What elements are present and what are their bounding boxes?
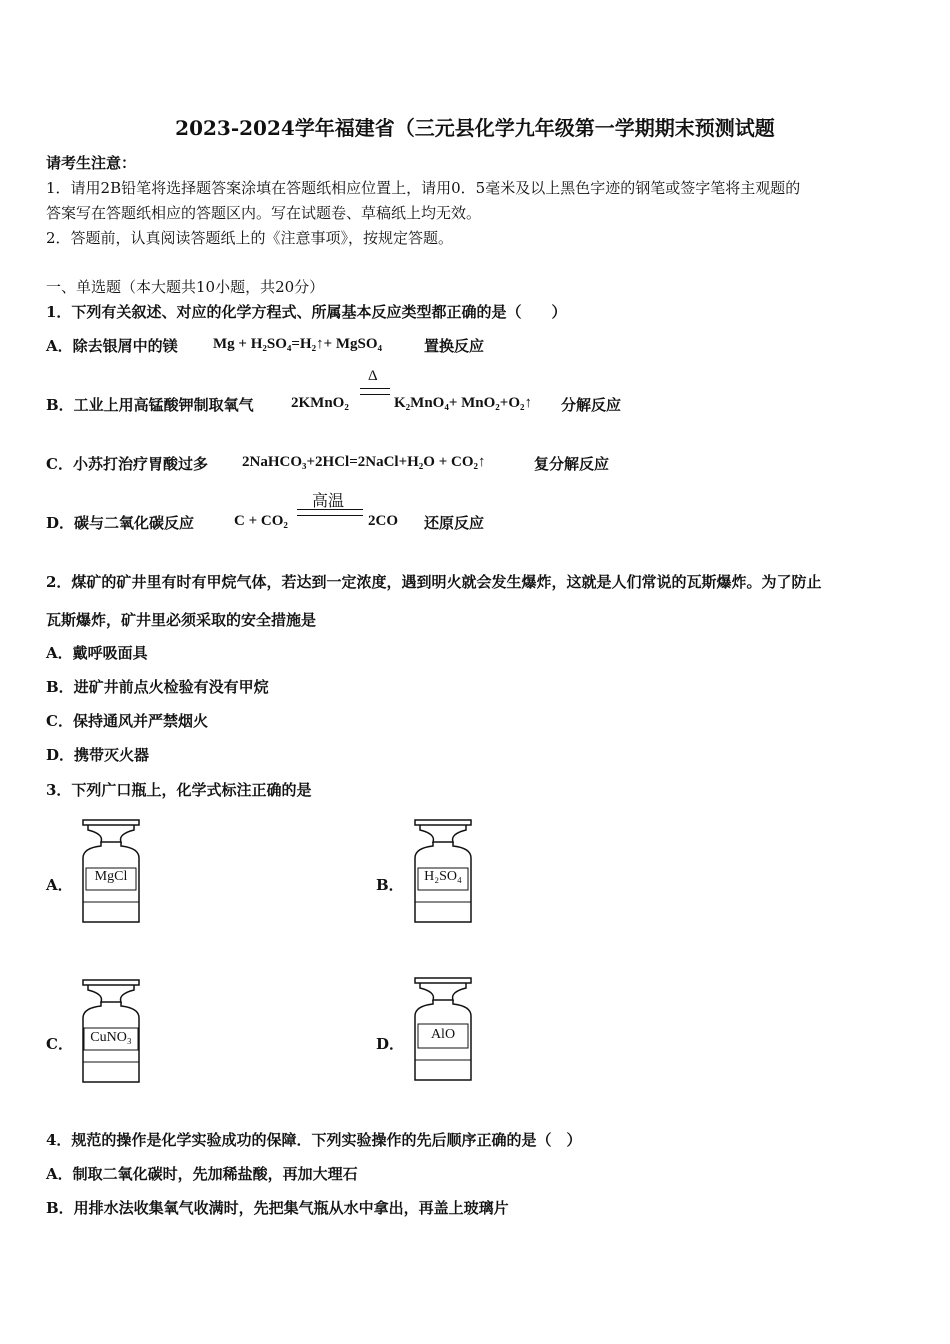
q3-option-a-letter: A． [46,876,73,894]
q1-option-b-reactant: 2KMnO₂ [291,395,349,411]
q4-option-a: A．制取二氧化碳时，先加稀盐酸，再加大理石 [46,1165,358,1183]
q2-option-c: C．保持通风并严禁烟火 [46,712,208,730]
q3-option-d-letter: D． [376,1035,405,1053]
question-3-stem: 3．下列广口瓶上，化学式标注正确的是 [46,781,312,799]
q3-bottle-a-label: MgCl [94,869,128,884]
q2-option-b: B．进矿井前点火检验有没有甲烷 [46,678,269,696]
section-heading: 一、单选题（本大题共10小题，共20分） [46,278,325,296]
q1-option-b-type: 分解反应 [561,396,622,414]
q2-option-d: D．携带灭火器 [46,746,150,764]
question-2-stem-line-2: 瓦斯爆炸，矿井里必须采取的安全措施是 [46,611,317,629]
q1-option-a-equation: Mg + H₂SO₄=H₂↑+ MgSO₄ [213,336,383,352]
q1-option-d-type: 还原反应 [424,514,485,532]
q1-option-b-desc: B．工业上用高锰酸钾制取氧气 [46,396,254,414]
q3-option-c-letter: C． [46,1035,73,1053]
question-4-stem: 4．规范的操作是化学实验成功的保障．下列实验操作的先后顺序正确的是（ ） [46,1131,582,1149]
notice-item-2: 2．答题前，认真阅读答题纸上的《注意事项》，按规定答题。 [46,229,454,247]
q1-option-c-desc: C．小苏打治疗胃酸过多 [46,455,208,473]
q1-option-c-equation: 2NaHCO₃+2HCl=2NaCl+H₂O + CO₂↑ [242,454,486,470]
q1-option-d-condition: 高温 [312,493,345,510]
question-1-stem: 1．下列有关叙述、对应的化学方程式、所属基本反应类型都正确的是（ ） [46,303,567,321]
q1-option-d-reactants: C + CO₂ [234,513,288,529]
q1-option-b-condition: Δ [368,368,378,384]
notice-item-1-line-2: 答案写在答题纸相应的答题区内。写在试题卷、草稿纸上均无效。 [46,204,482,222]
q1-option-c-type: 复分解反应 [534,455,610,473]
q1-option-a-desc: A．除去银屑中的镁 [46,337,178,355]
q1-option-d-product: 2CO [368,513,398,529]
q2-option-a: A．戴呼吸面具 [46,644,148,662]
q1-option-d-desc: D．碳与二氧化碳反应 [46,514,195,532]
q1-option-a-type: 置换反应 [424,337,485,355]
q3-bottle-c-label: CuNO₃ [90,1030,132,1045]
notice-heading: 请考生注意： [46,154,137,172]
notice-item-1-line-1: 1．请用2B铅笔将选择题答案涂填在答题纸相应位置上，请用0．5毫米及以上黑色字迹的钢笔或签字笔将主观题的 [46,179,801,197]
q3-option-b-letter: B． [376,876,404,894]
q3-bottle-b-label: H₂SO₄ [424,869,462,884]
q3-bottle-d-label: AlO [430,1027,456,1042]
q4-option-b: B．用排水法收集氧气收满时，先把集气瓶从水中拿出，再盖上玻璃片 [46,1199,509,1217]
page-title: 2023-2024学年福建省（三元县化学九年级第一学期期末预测试题 [175,116,775,140]
q1-option-d-reaction-sign [297,509,363,516]
q1-option-b-reaction-sign [360,388,390,395]
question-2-stem-line-1: 2．煤矿的矿井里有时有甲烷气体，若达到一定浓度，遇到明火就会发生爆炸，这就是人们常说的瓦斯爆炸。为了防止 [46,573,822,591]
q1-option-b-products: K₂MnO₄+ MnO₂+O₂↑ [394,395,533,411]
